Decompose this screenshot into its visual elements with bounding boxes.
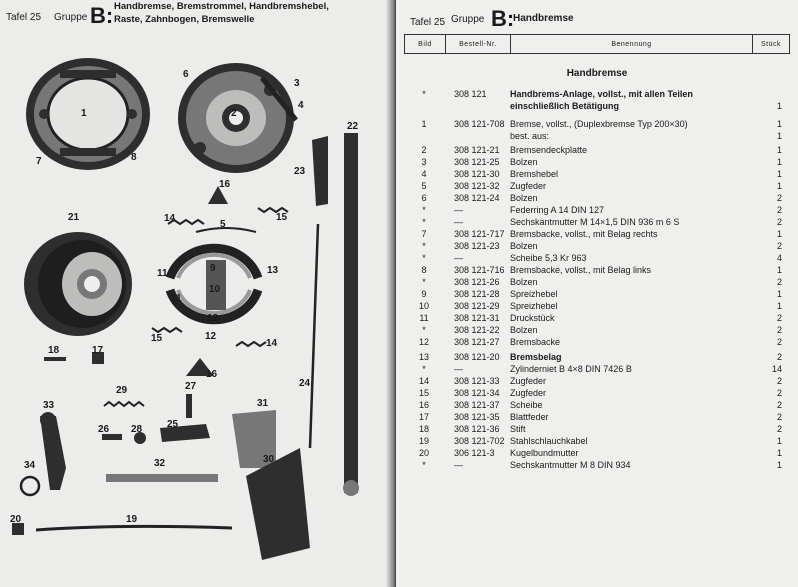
callout-number: 28 (131, 424, 143, 435)
cell-bild: 17 (418, 412, 429, 422)
cell-bestell-nr: 308 121-717 (454, 229, 505, 239)
callout-number: 21 (68, 212, 80, 223)
cell-bestell-nr: 308 121-26 (454, 277, 500, 287)
right-page-parts-list (396, 0, 798, 587)
callout-number: 19 (126, 514, 138, 525)
cell-benennung: Sechskantmutter M 8 DIN 934 (510, 460, 631, 470)
cell-bild: * (422, 89, 426, 99)
cell-bild: 16 (418, 400, 429, 410)
cell-benennung: Bolzen (510, 157, 538, 167)
callout-number: 15 (276, 212, 288, 223)
col-benennung: Benennung (511, 35, 753, 54)
cell-bild: 4 (421, 169, 427, 179)
cell-bild: 12 (418, 337, 429, 347)
cell-stueck: 2 (776, 205, 782, 215)
callout-number: 22 (347, 121, 359, 132)
cell-stueck: 2 (776, 241, 782, 251)
cell-stueck: 1 (776, 460, 782, 470)
part-29-spring (104, 402, 144, 406)
cell-bild: * (422, 241, 426, 251)
callout-number: 10 (209, 284, 221, 295)
cell-bestell-nr: 308 121-37 (454, 400, 500, 410)
cell-bestell-nr: — (454, 253, 463, 263)
cell-bestell-nr: 308 121-23 (454, 241, 500, 251)
table-row (396, 376, 798, 388)
cell-stueck: 1 (776, 229, 782, 239)
cell-stueck: 2 (776, 217, 782, 227)
cell-stueck: 2 (776, 376, 782, 386)
callout-number: 20 (10, 514, 22, 525)
cell-benennung: Bremsbacke (510, 337, 561, 347)
cell-benennung: Bremsendeckplatte (510, 145, 588, 155)
callout-number: 3 (294, 78, 300, 89)
cell-benennung: Kugelbundmutter (510, 448, 579, 458)
cell-bild: * (422, 205, 426, 215)
callout-number: 5 (220, 219, 226, 230)
cell-bild: 13 (418, 352, 429, 362)
cell-benennung: Stahlschlauchkabel (510, 436, 588, 446)
table-row (396, 301, 798, 313)
table-row (396, 169, 798, 181)
cell-stueck: 2 (776, 424, 782, 434)
cell-bestell-nr: 308 121-708 (454, 119, 505, 129)
cell-stueck: 1 (776, 157, 782, 167)
callout-number: 14 (164, 213, 176, 224)
cell-bild: 1 (421, 119, 427, 129)
cell-bild: 5 (421, 181, 427, 191)
cell-bild: 10 (418, 301, 429, 311)
part-18-pin (44, 357, 66, 361)
left-title-line1: Handbremse, Bremstrommel, Handbremshebel, (114, 1, 329, 12)
part-32-shaft (106, 474, 218, 482)
callout-number: 29 (116, 385, 128, 396)
cell-bild: 9 (421, 289, 427, 299)
cell-stueck: 1 (776, 289, 782, 299)
cell-bestell-nr: 306 121-3 (454, 448, 495, 458)
table-row (396, 364, 798, 376)
cell-stueck: 1 (776, 181, 782, 191)
cell-bild: 15 (418, 388, 429, 398)
cell-benennung: Stift (510, 424, 526, 434)
callout-number: 30 (263, 454, 275, 465)
right-tafel-label: Tafel 25 (410, 17, 446, 28)
cell-benennung: Sechskantmutter M 14×1,5 DIN 936 m 6 S (510, 217, 680, 227)
table-row (396, 400, 798, 412)
cell-bild: 2 (421, 145, 427, 155)
left-page-exploded-drawing (0, 0, 394, 587)
table-row (396, 193, 798, 205)
cell-bestell-nr: — (454, 205, 463, 215)
table-row (396, 313, 798, 325)
right-gruppe-letter: B: (491, 6, 515, 31)
cell-stueck: 2 (776, 412, 782, 422)
cell-stueck: 1 (776, 119, 782, 129)
cell-bild: * (422, 325, 426, 335)
cell-bild: * (422, 460, 426, 470)
cell-bestell-nr: 308 121-24 (454, 193, 500, 203)
cell-stueck: 1 (776, 131, 782, 141)
left-title-line2: Raste, Zahnbogen, Bremswelle (114, 14, 255, 25)
table-row (396, 145, 798, 157)
callout-number: 8 (131, 152, 137, 163)
cell-bild: 6 (421, 193, 427, 203)
left-tafel-label: Tafel 25 (6, 12, 42, 23)
col-stueck: Stück (753, 35, 790, 54)
callout-number: 17 (92, 345, 104, 356)
right-page-title: Handbremse (513, 13, 574, 24)
cell-benennung: Zylinderniet B 4×8 DIN 7426 B (510, 364, 632, 374)
table-row (396, 325, 798, 337)
callout-number: 16 (206, 369, 218, 380)
table-row (396, 181, 798, 193)
cell-benennung: Bolzen (510, 241, 538, 251)
cell-benennung: Bolzen (510, 325, 538, 335)
parts-illustration (0, 28, 394, 587)
cell-stueck: 14 (771, 364, 782, 374)
cell-benennung: Spreizhebel (510, 301, 558, 311)
callout-number: 13 (267, 265, 279, 276)
cell-bestell-nr: 308 121-30 (454, 169, 500, 179)
callout-number: 26 (98, 424, 110, 435)
cell-benennung: Bremsbacke, vollst., mit Belag rechts (510, 229, 658, 239)
callout-number: 31 (257, 398, 269, 409)
table-row (396, 157, 798, 169)
table-row (396, 460, 798, 472)
cell-benennung: Handbrems-Anlage, vollst., mit allen Teilen (510, 89, 693, 99)
cell-bestell-nr: 308 121-31 (454, 313, 500, 323)
table-row (396, 241, 798, 253)
col-bestell-nr: Bestell-Nr. (446, 35, 511, 54)
cell-bild: * (422, 364, 426, 374)
cell-bild: * (422, 253, 426, 263)
right-gruppe-label: Gruppe (451, 14, 485, 25)
callout-number: 18 (48, 345, 60, 356)
part-21-brake-drum (24, 232, 132, 336)
cell-benennung: Zugfeder (510, 388, 547, 398)
cell-bestell-nr: 308 121-702 (454, 436, 505, 446)
table-row (396, 424, 798, 436)
cell-bild: * (422, 217, 426, 227)
cell-benennung: einschließlich Betätigung (510, 101, 620, 111)
cell-bild: 18 (418, 424, 429, 434)
cell-bestell-nr: 308 121-28 (454, 289, 500, 299)
cell-stueck: 2 (776, 325, 782, 335)
cell-benennung: Zugfeder (510, 376, 547, 386)
table-row (396, 217, 798, 229)
cell-benennung: Scheibe (510, 400, 543, 410)
callout-number: 14 (266, 338, 278, 349)
callout-number: 32 (154, 458, 166, 469)
callout-number: 16 (219, 179, 231, 190)
cell-benennung: best. aus: (510, 131, 550, 141)
cell-stueck: 2 (776, 193, 782, 203)
cell-bestell-nr: 308 121-36 (454, 424, 500, 434)
callout-number: 1 (81, 108, 87, 119)
table-row (396, 289, 798, 301)
table-row (396, 277, 798, 289)
callout-number: 34 (24, 460, 36, 471)
cell-bestell-nr: 308 121-21 (454, 145, 500, 155)
cell-bestell-nr: 308 121-35 (454, 412, 500, 422)
table-row (396, 205, 798, 217)
cell-stueck: 1 (776, 169, 782, 179)
table-row (396, 352, 798, 364)
cell-benennung: Bremse, vollst., (Duplexbremse Typ 200×30) (510, 119, 688, 129)
cell-bild: 11 (419, 313, 429, 323)
cell-stueck: 1 (776, 265, 782, 275)
cell-stueck: 2 (776, 337, 782, 347)
callout-number: 4 (298, 100, 304, 111)
callout-number: 33 (43, 400, 55, 411)
cell-benennung: Bolzen (510, 277, 538, 287)
column-header (404, 34, 790, 54)
cell-benennung: Bremshebel (510, 169, 559, 179)
cell-benennung: Bremsbacke, vollst., mit Belag links (510, 265, 652, 275)
cell-stueck: 4 (776, 253, 782, 263)
cell-stueck: 1 (776, 448, 782, 458)
section-title: Handbremse (566, 68, 628, 79)
cell-bestell-nr: — (454, 460, 463, 470)
callout-number: 11 (171, 293, 182, 304)
callout-number: 7 (36, 156, 42, 167)
cell-bild: * (422, 277, 426, 287)
table-row (396, 337, 798, 349)
callout-number: 6 (183, 69, 189, 80)
cell-benennung: Bremsbelag (510, 352, 562, 362)
callout-number: 11 (157, 268, 168, 279)
cell-bestell-nr: 308 121-27 (454, 337, 500, 347)
callout-number: 12 (207, 313, 219, 324)
cell-bestell-nr: 308 121-33 (454, 376, 500, 386)
part-34-clip (21, 477, 39, 495)
cell-stueck: 1 (776, 301, 782, 311)
left-gruppe-label: Gruppe (54, 12, 88, 23)
cell-stueck: 1 (776, 436, 782, 446)
callout-number: 2 (231, 108, 237, 119)
callout-number: 24 (299, 378, 311, 389)
cell-bestell-nr: — (454, 217, 463, 227)
table-row (396, 131, 798, 143)
cell-bestell-nr: 308 121-25 (454, 157, 500, 167)
cell-bild: 20 (418, 448, 429, 458)
cell-bestell-nr: 308 121-20 (454, 352, 500, 362)
cell-stueck: 1 (776, 145, 782, 155)
cell-bild: 8 (421, 265, 427, 275)
cell-benennung: Spreizhebel (510, 289, 558, 299)
table-row (396, 436, 798, 448)
part-27-bolt (186, 394, 192, 418)
table-row (396, 265, 798, 277)
cell-stueck: 2 (776, 400, 782, 410)
cell-bestell-nr: 308 121-32 (454, 181, 500, 191)
left-gruppe-letter: B: (90, 3, 114, 28)
callout-number: 27 (185, 381, 197, 392)
table-row (396, 412, 798, 424)
cell-benennung: Druckstück (510, 313, 555, 323)
part-23-bracket (312, 136, 328, 206)
callout-number: 15 (151, 333, 163, 344)
cell-benennung: Scheibe 5,3 Kr 963 (510, 253, 587, 263)
table-row (396, 119, 798, 131)
cell-stueck: 2 (776, 313, 782, 323)
cell-bild: 14 (418, 376, 429, 386)
table-row (396, 229, 798, 241)
cell-bild: 7 (421, 229, 427, 239)
cell-benennung: Bolzen (510, 193, 538, 203)
callout-number: 9 (210, 263, 216, 274)
table-row (396, 89, 798, 101)
table-row (396, 388, 798, 400)
table-row (396, 253, 798, 265)
table-row (396, 448, 798, 460)
col-bild: Bild (405, 35, 446, 54)
cell-bestell-nr: 308 121 (454, 89, 487, 99)
callout-number: 12 (205, 331, 217, 342)
cell-bild: 3 (421, 157, 427, 167)
cell-bestell-nr: 308 121-716 (454, 265, 505, 275)
cell-stueck: 2 (776, 277, 782, 287)
cell-bestell-nr: 308 121-22 (454, 325, 500, 335)
callout-number: 23 (294, 166, 306, 177)
part-22-lever-bar (344, 133, 358, 493)
cell-stueck: 2 (776, 352, 782, 362)
cell-stueck: 2 (776, 388, 782, 398)
cell-benennung: Zugfeder (510, 181, 547, 191)
part-24-rod (310, 224, 318, 448)
part-33-lever (40, 416, 66, 490)
cell-bestell-nr: 308 121-34 (454, 388, 500, 398)
cell-bestell-nr: — (454, 364, 463, 374)
cell-benennung: Federring A 14 DIN 127 (510, 205, 605, 215)
cell-bestell-nr: 308 121-29 (454, 301, 500, 311)
table-row (396, 101, 798, 113)
part-2-back-plate (178, 63, 296, 173)
cell-stueck: 1 (776, 101, 782, 111)
cell-bild: 19 (418, 436, 429, 446)
part-19-cable (36, 526, 232, 530)
cell-benennung: Blattfeder (510, 412, 549, 422)
callout-number: 25 (167, 419, 179, 430)
